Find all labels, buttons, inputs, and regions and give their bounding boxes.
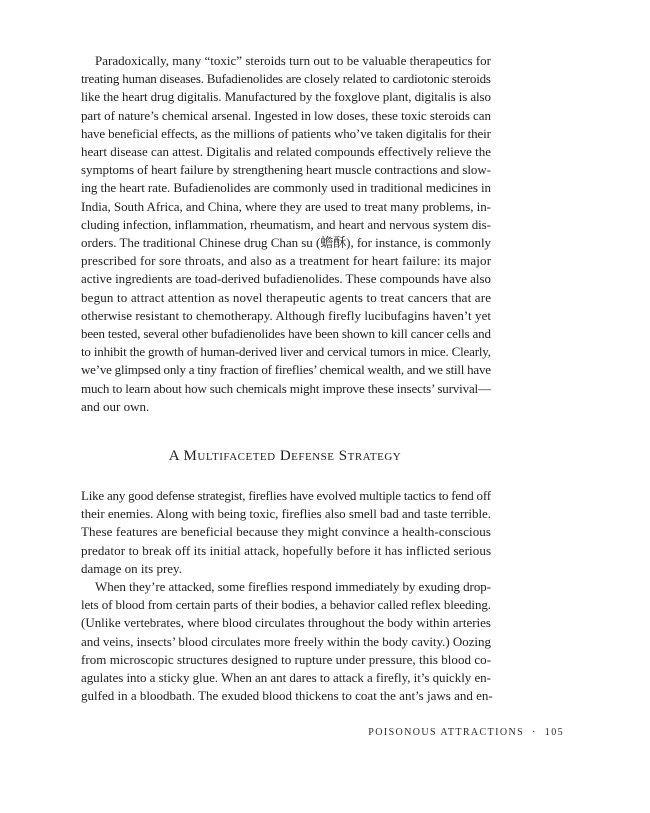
text-line: prescribed for sore throats, and also as a treatment for heart failure: its major <box>81 253 492 269</box>
text-line: orders. The traditional Chinese drug Chan su (蟾酥), for instance, is commonly <box>81 235 491 251</box>
text-line: from microscopic structures designed to rupture under pressure, this blood co- <box>81 651 492 667</box>
paragraph-defense <box>81 487 491 705</box>
page-number: 105 <box>544 727 564 738</box>
text-line: (Unlike vertebrates, where blood circulates throughout the body within arteries <box>81 615 491 631</box>
text-line: When they’re attacked, some fireflies respond immediately by exuding drop- <box>95 579 491 595</box>
text-line: Paradoxically, many “toxic” steroids turn out to be valuable therapeutics for <box>95 53 492 68</box>
text-line: active ingredients are toad-derived bufadienolides. These compounds have also <box>81 271 491 287</box>
text-line: predator to break off its initial attack, hopefully before it has inflicted serious <box>81 542 492 558</box>
section-heading-text: A Multifaceted Defense Strategy <box>168 448 402 464</box>
section-heading <box>0 448 570 465</box>
text-line: we’ve glimpsed only a tiny fraction of fireflies’ chemical wealth, and we still have <box>81 362 491 378</box>
text-line: India, South Africa, and China, where they are used to treat many problems, in- <box>81 198 491 214</box>
text-line: their enemies. Along with being toxic, fireflies also smell bad and taste terrible. <box>81 506 491 522</box>
text-line: and our own. <box>81 398 150 414</box>
text-line: ing the heart rate. Bufadienolides are commonly used in traditional medicines in <box>81 180 491 196</box>
text-line: heart disease can attest. Digitalis and related compounds effectively relieve the <box>81 144 492 160</box>
text-line: to inhibit the growth of human-derived liver and cervical tumors in mice. Clearly, <box>81 344 491 360</box>
text-line: treating human diseases. Bufadienolides are closely related to cardiotonic steroids <box>81 71 491 87</box>
paragraph-steroids <box>81 52 491 416</box>
text-line: cluding infection, inflammation, rheumatism, and heart and nervous system dis- <box>81 216 491 232</box>
text-line: much to learn about how such chemicals might improve these insects’ survival— <box>81 380 491 396</box>
text-line: and veins, insects’ blood circulates more freely within the body cavity.) Oozing <box>81 633 491 649</box>
text-line: lets of blood from certain parts of their bodies, a behavior called reflex bleeding. <box>81 597 491 613</box>
text-line: agulates into a sticky glue. When an ant dares to attack a firefly, it’s quickly en- <box>81 670 491 686</box>
text-line: begun to attract attention as novel therapeutic agents to treat cancers that are <box>81 289 492 305</box>
text-line: symptoms of heart failure by strengthening heart muscle contractions and slow- <box>81 162 491 178</box>
text-line: These features are beneficial because they might convince a health-conscious <box>81 524 492 540</box>
text-line: gulfed in a bloodbath. The exuded blood thickens to coat the ant’s jaws and en- <box>81 688 493 704</box>
running-title: POISONOUS ATTRACTIONS <box>368 727 525 738</box>
text-line: otherwise resistant to chemotherapy. Although firefly lucibufagins haven’t yet <box>81 307 492 323</box>
footer-separator: · <box>532 727 537 738</box>
text-line: damage on its prey. <box>81 560 182 576</box>
text-line: like the heart drug digitalis. Manufactured by the foxglove plant, digitalis is also <box>81 89 491 105</box>
text-line: have beneficial effects, as the millions of patients who’ve taken digitalis for their <box>81 125 491 141</box>
text-line: been tested, several other bufadienolides have been shown to kill cancer cells and <box>81 326 491 342</box>
text-line: Like any good defense strategist, fireflies have evolved multiple tactics to fend off <box>81 488 491 503</box>
text-line: part of nature’s chemical arsenal. Ingested in low doses, these toxic steroids can <box>81 107 491 123</box>
page-footer <box>368 727 564 738</box>
